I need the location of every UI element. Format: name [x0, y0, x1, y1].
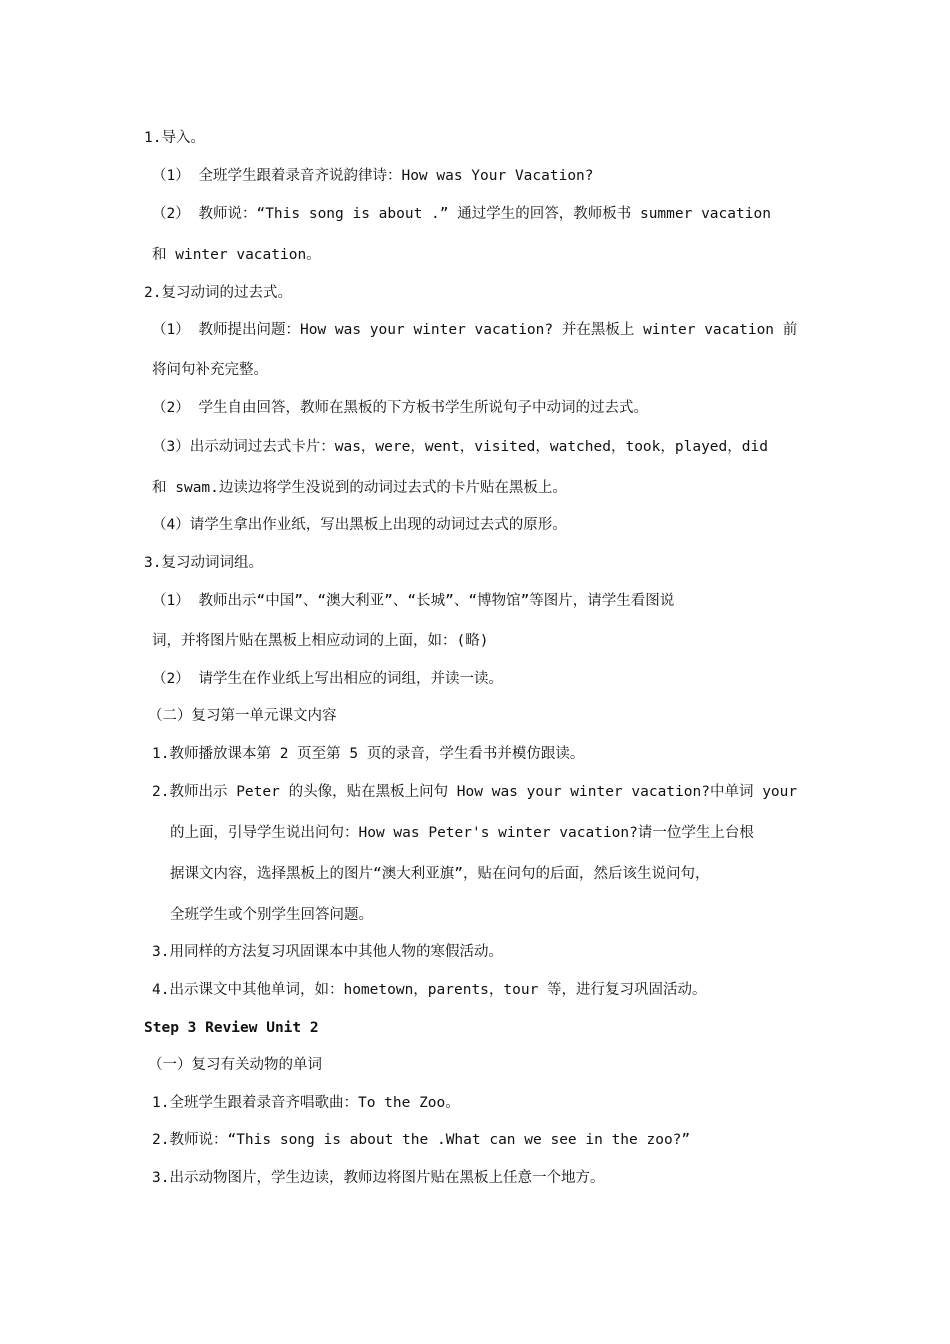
list-item: 4.出示课文中其他单词，如：hometown，parents，tour 等，进行复习巩固活动。 [152, 982, 707, 998]
list-item: （2） 请学生在作业纸上写出相应的词组，并读一读。 [152, 671, 503, 687]
section-heading: （一）复习有关动物的单词 [148, 1057, 322, 1073]
step-heading: Step 3 Review Unit 2 [144, 1020, 319, 1036]
list-item-continuation: 和 swam.边读边将学生没说到的动词过去式的卡片贴在黑板上。 [152, 480, 567, 496]
list-item-continuation: 词，并将图片贴在黑板上相应动词的上面，如：(略) [152, 633, 489, 649]
list-item-continuation: 将问句补充完整。 [152, 362, 268, 378]
heading-3: 3.复习动词词组。 [144, 555, 263, 571]
heading-1: 1.导入。 [144, 130, 205, 146]
list-item: 2.教师出示 Peter 的头像，贴在黑板上问句 How was your winter vacation?中单词 your [152, 784, 798, 800]
list-item-continuation: 的上面，引导学生说出问句：How was Peter's winter vacation?请一位学生上台根 [170, 825, 754, 841]
list-item: 3.出示动物图片，学生边读，教师边将图片贴在黑板上任意一个地方。 [152, 1170, 605, 1186]
list-item: （4）请学生拿出作业纸，写出黑板上出现的动词过去式的原形。 [152, 517, 567, 533]
list-item: （1） 全班学生跟着录音齐说韵律诗：How was Your Vacation? [152, 168, 594, 184]
list-item: （1） 教师出示“中国”、“澳大利亚”、“长城”、“博物馆”等图片，请学生看图说 [152, 593, 675, 609]
heading-2: 2.复习动词的过去式。 [144, 285, 292, 301]
list-item: 2.教师说：“This song is about the .What can we see in the zoo?” [152, 1132, 691, 1148]
list-item-continuation: 据课文内容，选择黑板上的图片“澳大利亚旗”，贴在问句的后面，然后该生说问句， [170, 866, 710, 882]
list-item: （2） 教师说：“This song is about .” 通过学生的回答，教师板书 summer vacation [152, 206, 771, 222]
list-item: 1.全班学生跟着录音齐唱歌曲：To the Zoo。 [152, 1095, 460, 1111]
list-item: （2） 学生自由回答，教师在黑板的下方板书学生所说句子中动词的过去式。 [152, 400, 648, 416]
list-item-continuation: 全班学生或个别学生回答问题。 [170, 907, 373, 923]
list-item-continuation: 和 winter vacation。 [152, 247, 321, 263]
list-item: （3）出示动词过去式卡片：was，were，went，visited，watched，took，played，did [152, 439, 768, 455]
list-item: 1.教师播放课本第 2 页至第 5 页的录音，学生看书并模仿跟读。 [152, 746, 585, 762]
section-heading: （二）复习第一单元课文内容 [148, 708, 337, 724]
list-item: （1） 教师提出问题：How was your winter vacation? 并在黑板上 winter vacation 前 [152, 322, 798, 338]
list-item: 3.用同样的方法复习巩固课本中其他人物的寒假活动。 [152, 944, 503, 960]
